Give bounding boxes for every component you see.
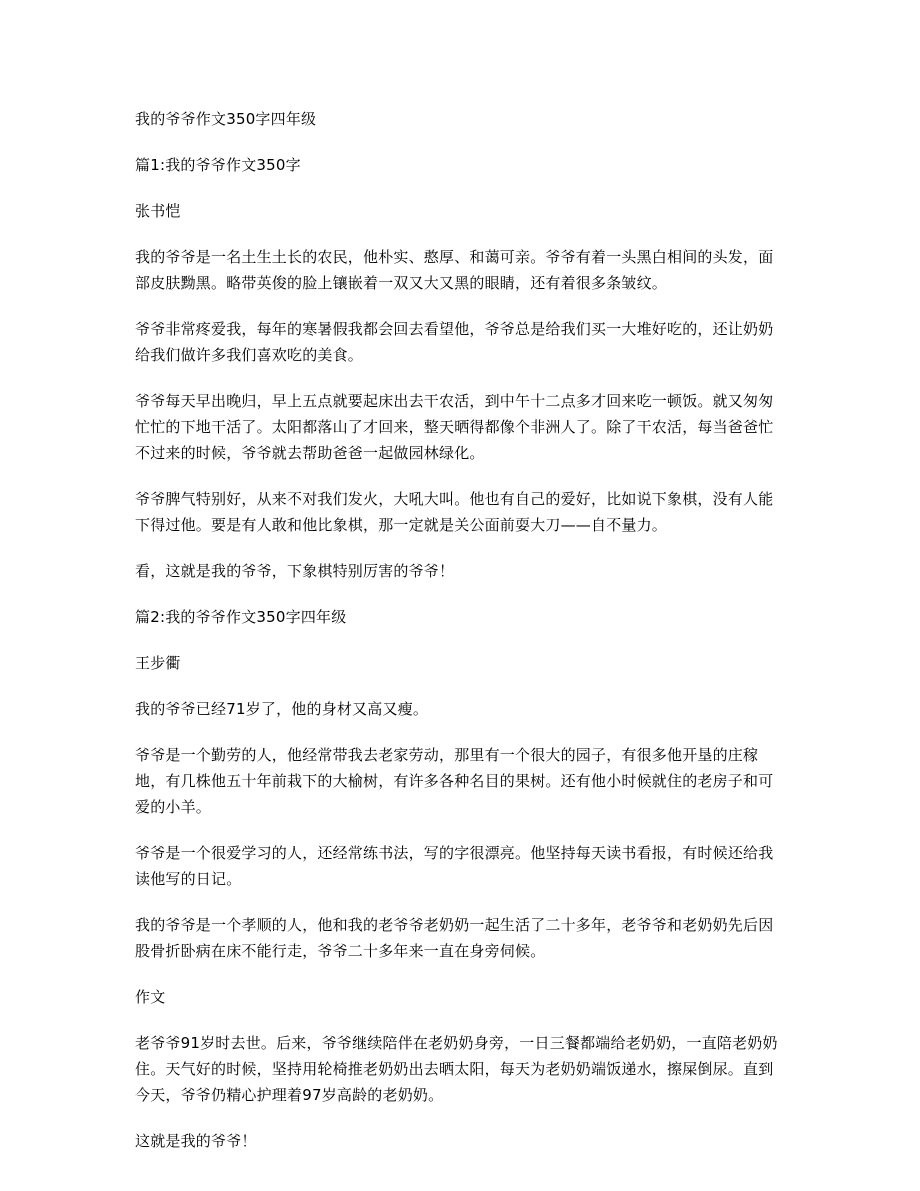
paragraph: 爷爷脾气特别好，从来不对我们发火，大吼大叫。他也有自己的爱好，比如说下象棋，没有人能下得过他。要是有人敢和他比象棋，那一定就是关公面前耍大刀——自不量力。 <box>135 490 774 534</box>
paragraph: 爷爷是一个很爱学习的人，还经常练书法，写的字很漂亮。他坚持每天读书看报，有时候还给我读他写的日记。 <box>135 844 774 888</box>
paragraph: 爷爷每天早出晚归，早上五点就要起床出去干农活，到中午十二点多才回来吃一顿饭。就又匆匆忙忙的下地干活了。太阳都落山了才回来，整天晒得都像个非洲人了。除了干农活，每当爸爸忙不过来的时候，爷爷就去帮助爸爸一起做园林绿化。 <box>135 392 774 462</box>
section-heading-2: 篇2:我的爷爷作文350字四年级 <box>135 608 347 626</box>
section-label: 作文 <box>135 988 166 1006</box>
paragraph: 老爷爷91岁时去世。后来，爷爷继续陪伴在老奶奶身旁，一日三餐都端给老奶奶，一直陪老奶奶住。天气好的时候，坚持用轮椅推老奶奶出去晒太阳，每天为老奶奶端饭递水，擦屎倒尿。直到今天，爷爷仍精心护理着97岁高龄的老奶奶。 <box>135 1034 778 1104</box>
author-name-2: 王步衢 <box>135 654 181 672</box>
paragraph: 这就是我的爷爷！ <box>135 1132 257 1150</box>
section-heading-1: 篇1:我的爷爷作文350字 <box>135 156 301 174</box>
document-body <box>135 106 785 1174</box>
paragraph: 爷爷非常疼爱我，每年的寒暑假我都会回去看望他，爷爷总是给我们买一大堆好吃的，还让奶奶给我们做许多我们喜欢吃的美食。 <box>135 320 774 364</box>
paragraph: 看，这就是我的爷爷，下象棋特别厉害的爷爷！ <box>135 562 455 580</box>
document-title: 我的爷爷作文350字四年级 <box>135 110 317 128</box>
author-name-1: 张书恺 <box>135 202 181 220</box>
paragraph: 爷爷是一个勤劳的人，他经常带我去老家劳动，那里有一个很大的园子，有很多他开垦的庄稼地，有几株他五十年前栽下的大榆树，有许多各种名目的果树。还有他小时候就住的老房子和可爱的小羊。 <box>135 746 774 816</box>
paragraph: 我的爷爷是一个孝顺的人，他和我的老爷爷老奶奶一起生活了二十多年，老爷爷和老奶奶先后因股骨折卧病在床不能行走，爷爷二十多年来一直在身旁伺候。 <box>135 916 774 960</box>
paragraph: 我的爷爷已经71岁了，他的身材又高又瘦。 <box>135 700 429 718</box>
paragraph: 我的爷爷是一名土生土长的农民，他朴实、憨厚、和蔼可亲。爷爷有着一头黑白相间的头发，面部皮肤黝黑。略带英俊的脸上镶嵌着一双又大又黑的眼睛，还有着很多条皱纹。 <box>135 248 774 292</box>
